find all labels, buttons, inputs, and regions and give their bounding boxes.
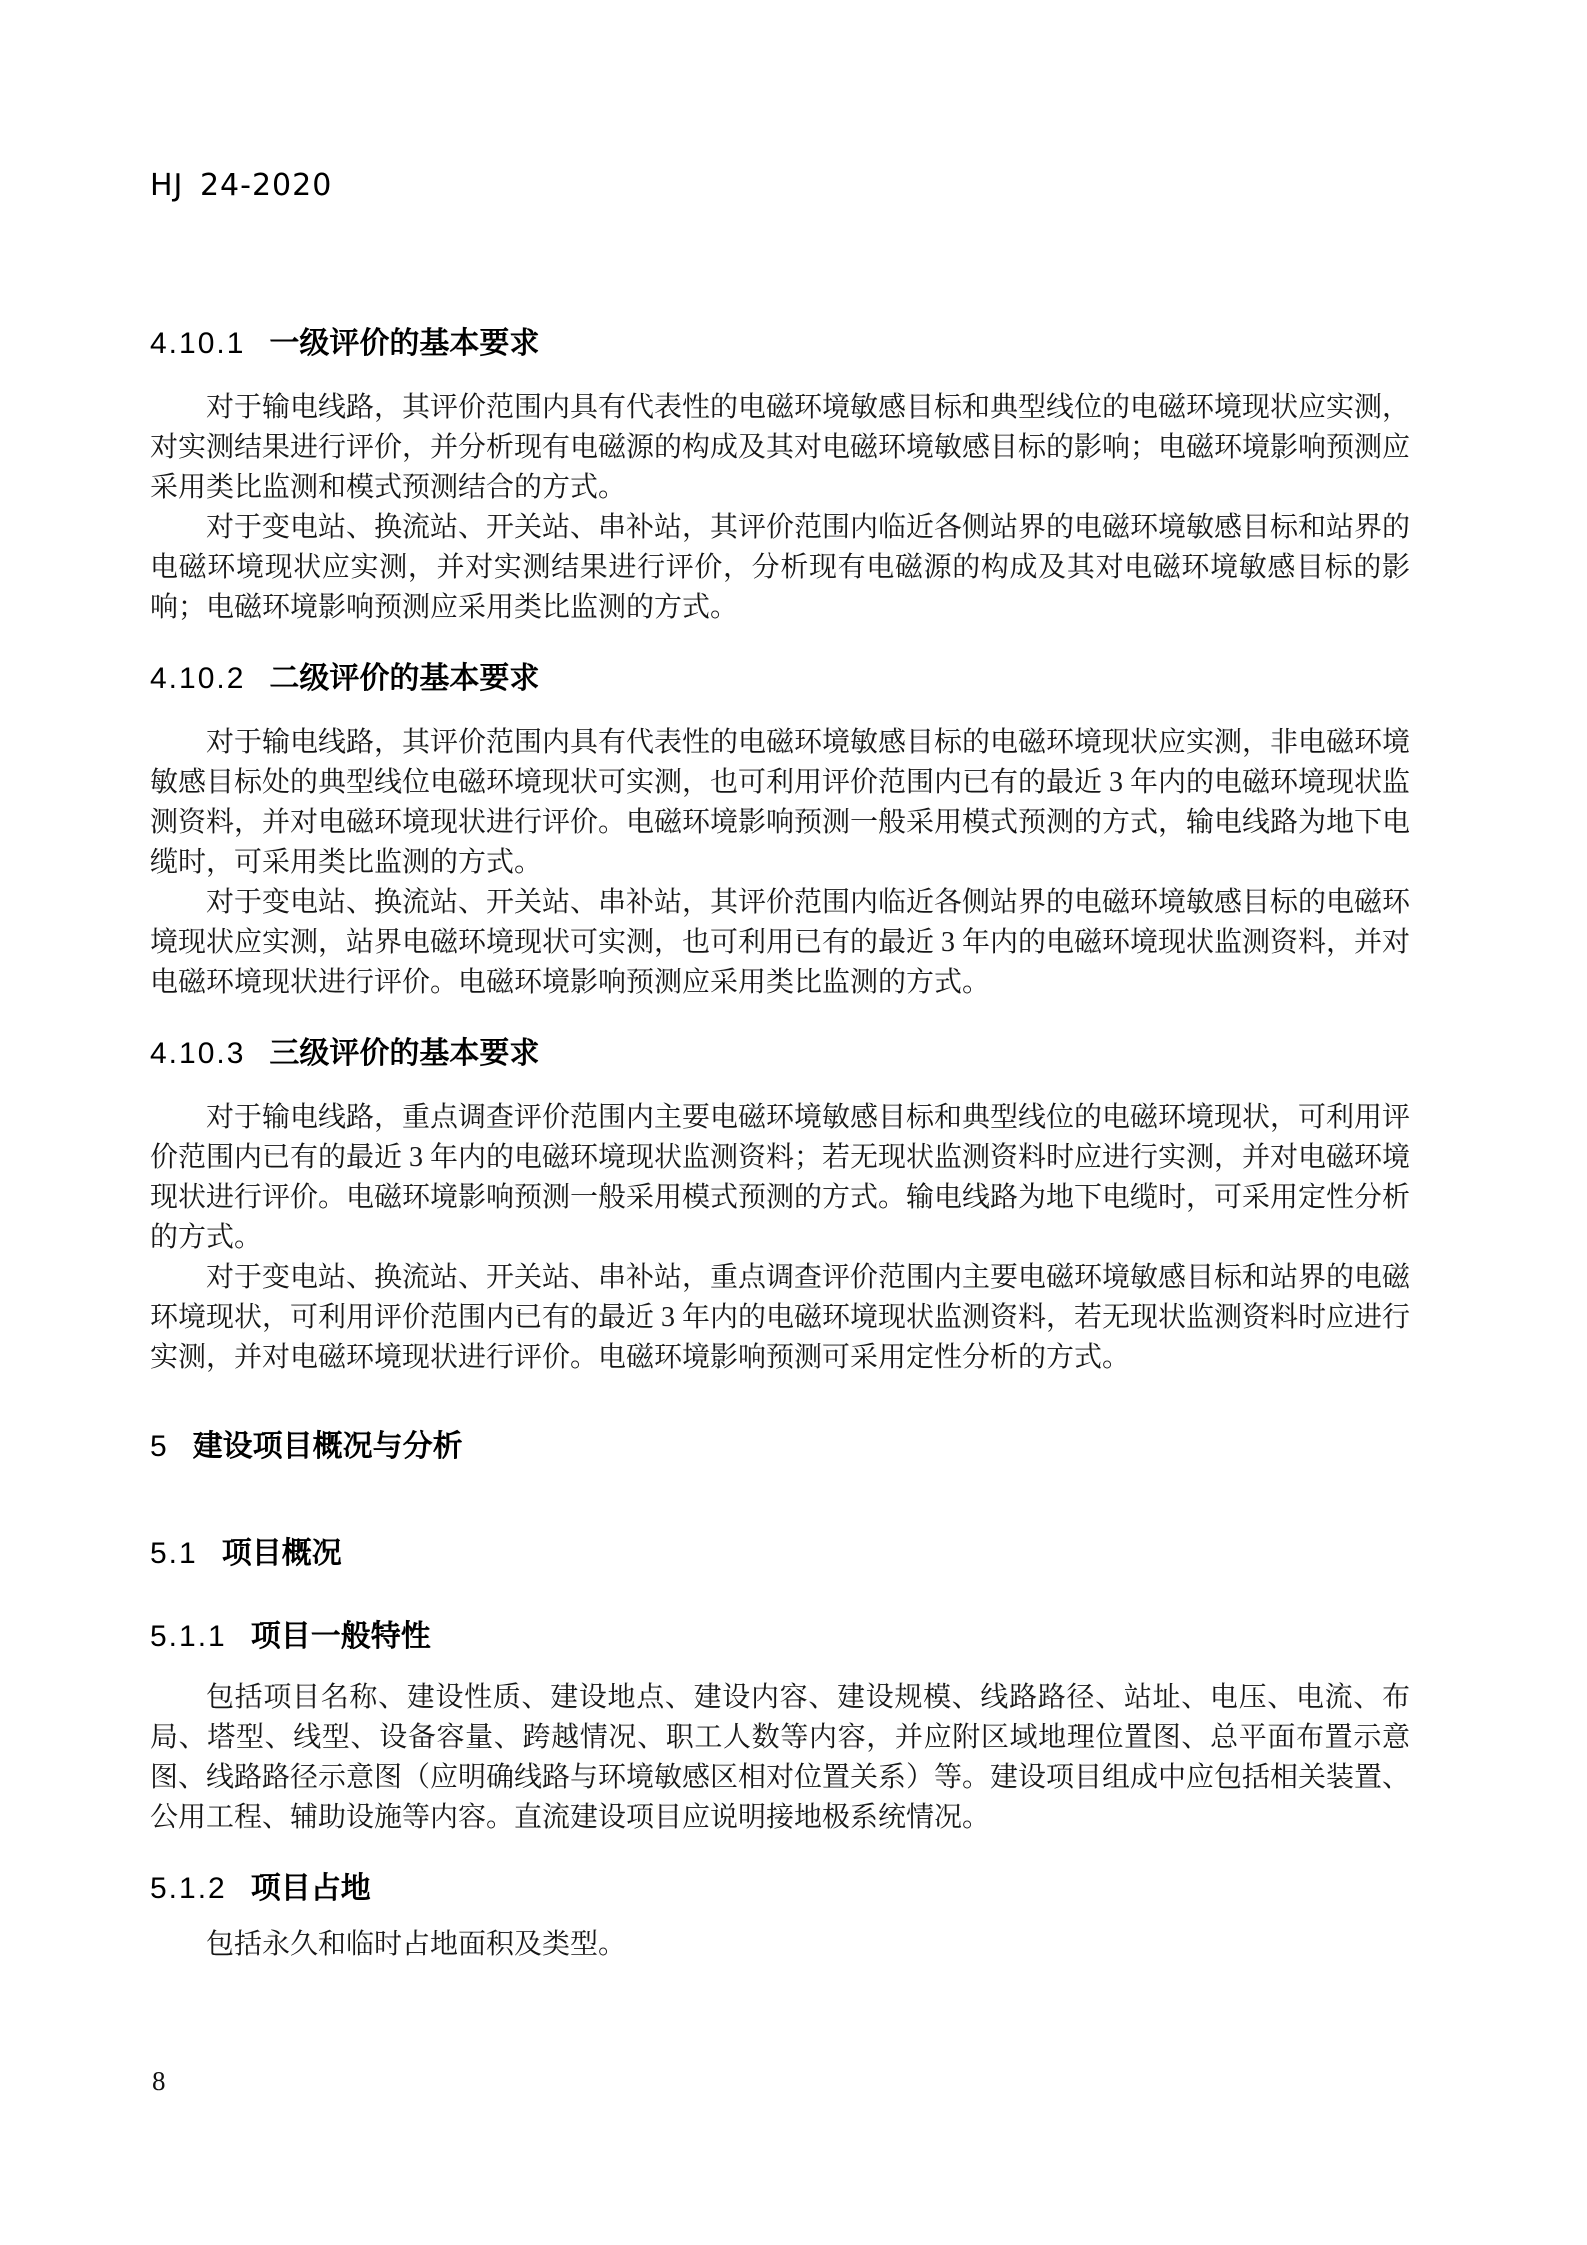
heading-title: 建设项目概况与分析 bbox=[192, 1430, 463, 1463]
heading-number: 5.1.2 bbox=[150, 1872, 227, 1905]
heading-4-10-1 bbox=[150, 324, 1410, 364]
heading-5 bbox=[150, 1427, 1410, 1467]
paragraph: 对于变电站、换流站、开关站、串补站，其评价范围内临近各侧站界的电磁环境敏感目标和站界的电磁环境现状应实测，并对实测结果进行评价，分析现有电磁源的构成及其对电磁环境敏感目标的影响；电磁环境影响预测应采用类比监测的方式。 bbox=[150, 512, 1411, 623]
heading-4-10-2 bbox=[150, 659, 1410, 699]
paragraph: 对于变电站、换流站、开关站、串补站，重点调查评价范围内主要电磁环境敏感目标和站界的电磁环境现状，可利用评价范围内已有的最近 3 年内的电磁环境现状监测资料，若无现状监测资料时应进行实测，并对电磁环境现状进行评价。电磁环境影响预测可采用定性分析的方式。 bbox=[150, 1262, 1411, 1373]
heading-number: 4.10.2 bbox=[150, 662, 246, 695]
doc-number-header bbox=[150, 168, 332, 203]
paragraph: 对于输电线路，其评价范围内具有代表性的电磁环境敏感目标的电磁环境现状应实测，非电磁环境敏感目标处的典型线位电磁环境现状可实测，也可利用评价范围内已有的最近 3 年内的电磁环境现状监测资料，并对电磁环境现状进行评价。电磁环境影响预测一般采用模式预测的方式，输电线路为地下电缆时，可采用类比监测的方式。 bbox=[150, 727, 1411, 878]
doc-number: HJ 24-2020 bbox=[150, 168, 333, 203]
section-5-1-2-body bbox=[150, 1925, 1410, 1965]
paragraph: 包括项目名称、建设性质、建设地点、建设内容、建设规模、线路路径、站址、电压、电流、布局、塔型、线型、设备容量、跨越情况、职工人数等内容，并应附区域地理位置图、总平面布置示意图、线路路径示意图（应明确线路与环境敏感区相对位置关系）等。建设项目组成中应包括相关装置、公用工程、辅助设施等内容。直流建设项目应说明接地极系统情况。 bbox=[150, 1682, 1411, 1833]
heading-number: 5.1.1 bbox=[150, 1620, 227, 1653]
section-5-1-1-body bbox=[150, 1678, 1410, 1838]
section-4-10-1-body bbox=[150, 388, 1410, 628]
section-4-10-3-body bbox=[150, 1098, 1410, 1378]
heading-title: 二级评价的基本要求 bbox=[269, 662, 540, 695]
section-4-10-2-body bbox=[150, 723, 1410, 1003]
page-number: 8 bbox=[152, 2066, 166, 2096]
heading-title: 项目一般特性 bbox=[250, 1620, 431, 1653]
heading-5-1-1 bbox=[150, 1617, 1410, 1657]
paragraph: 包括永久和临时占地面积及类型。 bbox=[206, 1929, 627, 1960]
heading-title: 项目概况 bbox=[221, 1537, 342, 1570]
heading-number: 4.10.3 bbox=[150, 1037, 246, 1070]
paragraph: 对于输电线路，其评价范围内具有代表性的电磁环境敏感目标和典型线位的电磁环境现状应实测，对实测结果进行评价，并分析现有电磁源的构成及其对电磁环境敏感目标的影响；电磁环境影响预测应采用类比监测和模式预测结合的方式。 bbox=[150, 392, 1411, 503]
heading-5-1 bbox=[150, 1534, 1410, 1574]
heading-4-10-3 bbox=[150, 1034, 1410, 1074]
paragraph: 对于变电站、换流站、开关站、串补站，其评价范围内临近各侧站界的电磁环境敏感目标的电磁环境现状应实测，站界电磁环境现状可实测，也可利用已有的最近 3 年内的电磁环境现状监测资料，并对电磁环境现状进行评价。电磁环境影响预测应采用类比监测的方式。 bbox=[150, 887, 1411, 998]
heading-number: 5.1 bbox=[150, 1537, 198, 1570]
heading-number: 4.10.1 bbox=[150, 327, 246, 360]
heading-number: 5 bbox=[150, 1430, 169, 1463]
heading-5-1-2 bbox=[150, 1869, 1410, 1909]
heading-title: 项目占地 bbox=[250, 1872, 371, 1905]
heading-title: 一级评价的基本要求 bbox=[269, 327, 540, 360]
heading-title: 三级评价的基本要求 bbox=[269, 1037, 540, 1070]
paragraph: 对于输电线路，重点调查评价范围内主要电磁环境敏感目标和典型线位的电磁环境现状，可利用评价范围内已有的最近 3 年内的电磁环境现状监测资料；若无现状监测资料时应进行实测，并对电磁环境现状进行评价。电磁环境影响预测一般采用模式预测的方式。输电线路为地下电缆时，可采用定性分析的方式。 bbox=[150, 1102, 1411, 1253]
